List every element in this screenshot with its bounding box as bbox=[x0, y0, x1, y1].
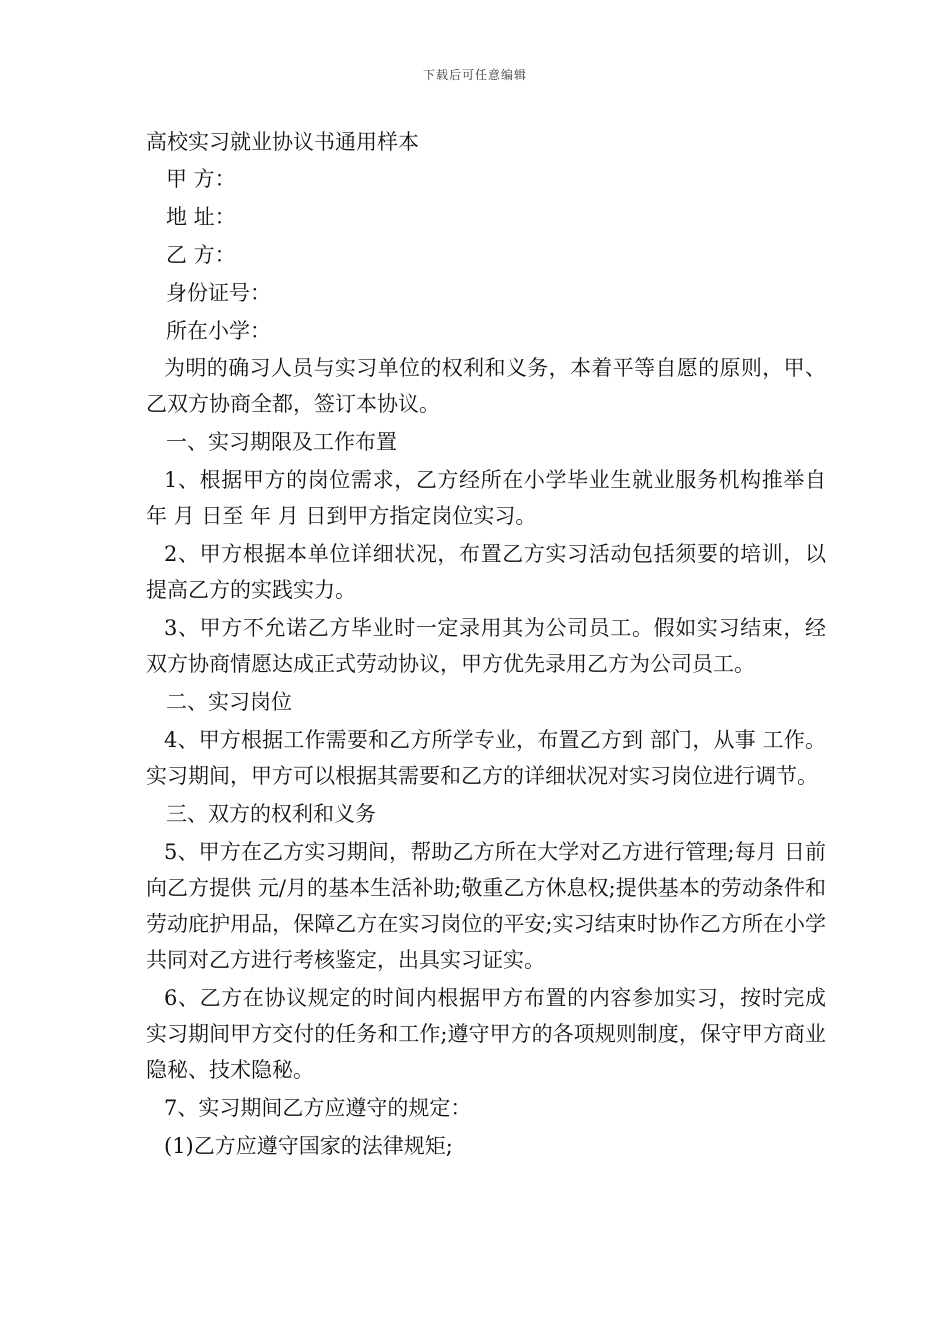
clause-7-sub-1: (1)乙方应遵守国家的法律规矩; bbox=[164, 1134, 453, 1158]
field-address: 地 址： bbox=[166, 205, 236, 229]
section-heading-2: 二、实习岗位 bbox=[166, 690, 292, 714]
intro-paragraph: 为明的确习人员与实习单位的权利和义务，本着平等自愿的原则，甲、乙双方协商全都，签订本协议。 bbox=[146, 356, 826, 416]
document-body bbox=[146, 124, 826, 1166]
field-party-b: 乙 方： bbox=[166, 243, 236, 267]
clause-2: 2、甲方根据本单位详细状况，布置乙方实习活动包括须要的培训，以提高乙方的实践实力。 bbox=[146, 542, 826, 602]
clause-1: 1、根据甲方的岗位需求，乙方经所在小学毕业生就业服务机构推举自 年 月 日至 年 月 日到甲方指定岗位实习。 bbox=[146, 468, 826, 528]
field-school: 所在小学： bbox=[166, 319, 271, 343]
section-heading-1: 一、实习期限及工作布置 bbox=[166, 430, 397, 454]
section-heading-3: 三、双方的权利和义务 bbox=[166, 802, 376, 826]
clause-4: 4、甲方根据工作需要和乙方所学专业，布置乙方到 部门，从事 工作。实习期间，甲方可以根据其需要和乙方的详细状况对实习岗位进行调节。 bbox=[146, 728, 826, 788]
clause-3: 3、甲方不允诺乙方毕业时一定录用其为公司员工。假如实习结束，经双方协商情愿达成正式劳动协议，甲方优先录用乙方为公司员工。 bbox=[146, 616, 826, 676]
clause-7: 7、实习期间乙方应遵守的规定： bbox=[164, 1096, 472, 1120]
field-party-a: 甲 方： bbox=[166, 167, 236, 191]
field-id-number: 身份证号： bbox=[166, 281, 271, 305]
page-header-note: 下载后可任意编辑 bbox=[422, 68, 527, 82]
clause-5: 5、甲方在乙方实习期间，帮助乙方所在大学对乙方进行管理;每月 日前向乙方提供 元/月的基本生活补助;敬重乙方休息权;提供基本的劳动条件和劳动庇护用品，保障乙方在实习岗位的平安;实习结束时协作乙方所在小学共同对乙方进行考核鉴定，出具实习证实。 bbox=[146, 840, 826, 972]
clause-6: 6、乙方在协议规定的时间内根据甲方布置的内容参加实习，按时完成实习期间甲方交付的任务和工作;遵守甲方的各项规则制度，保守甲方商业隐秘、技术隐秘。 bbox=[146, 986, 826, 1082]
document-title: 高校实习就业协议书通用样本 bbox=[146, 130, 419, 154]
